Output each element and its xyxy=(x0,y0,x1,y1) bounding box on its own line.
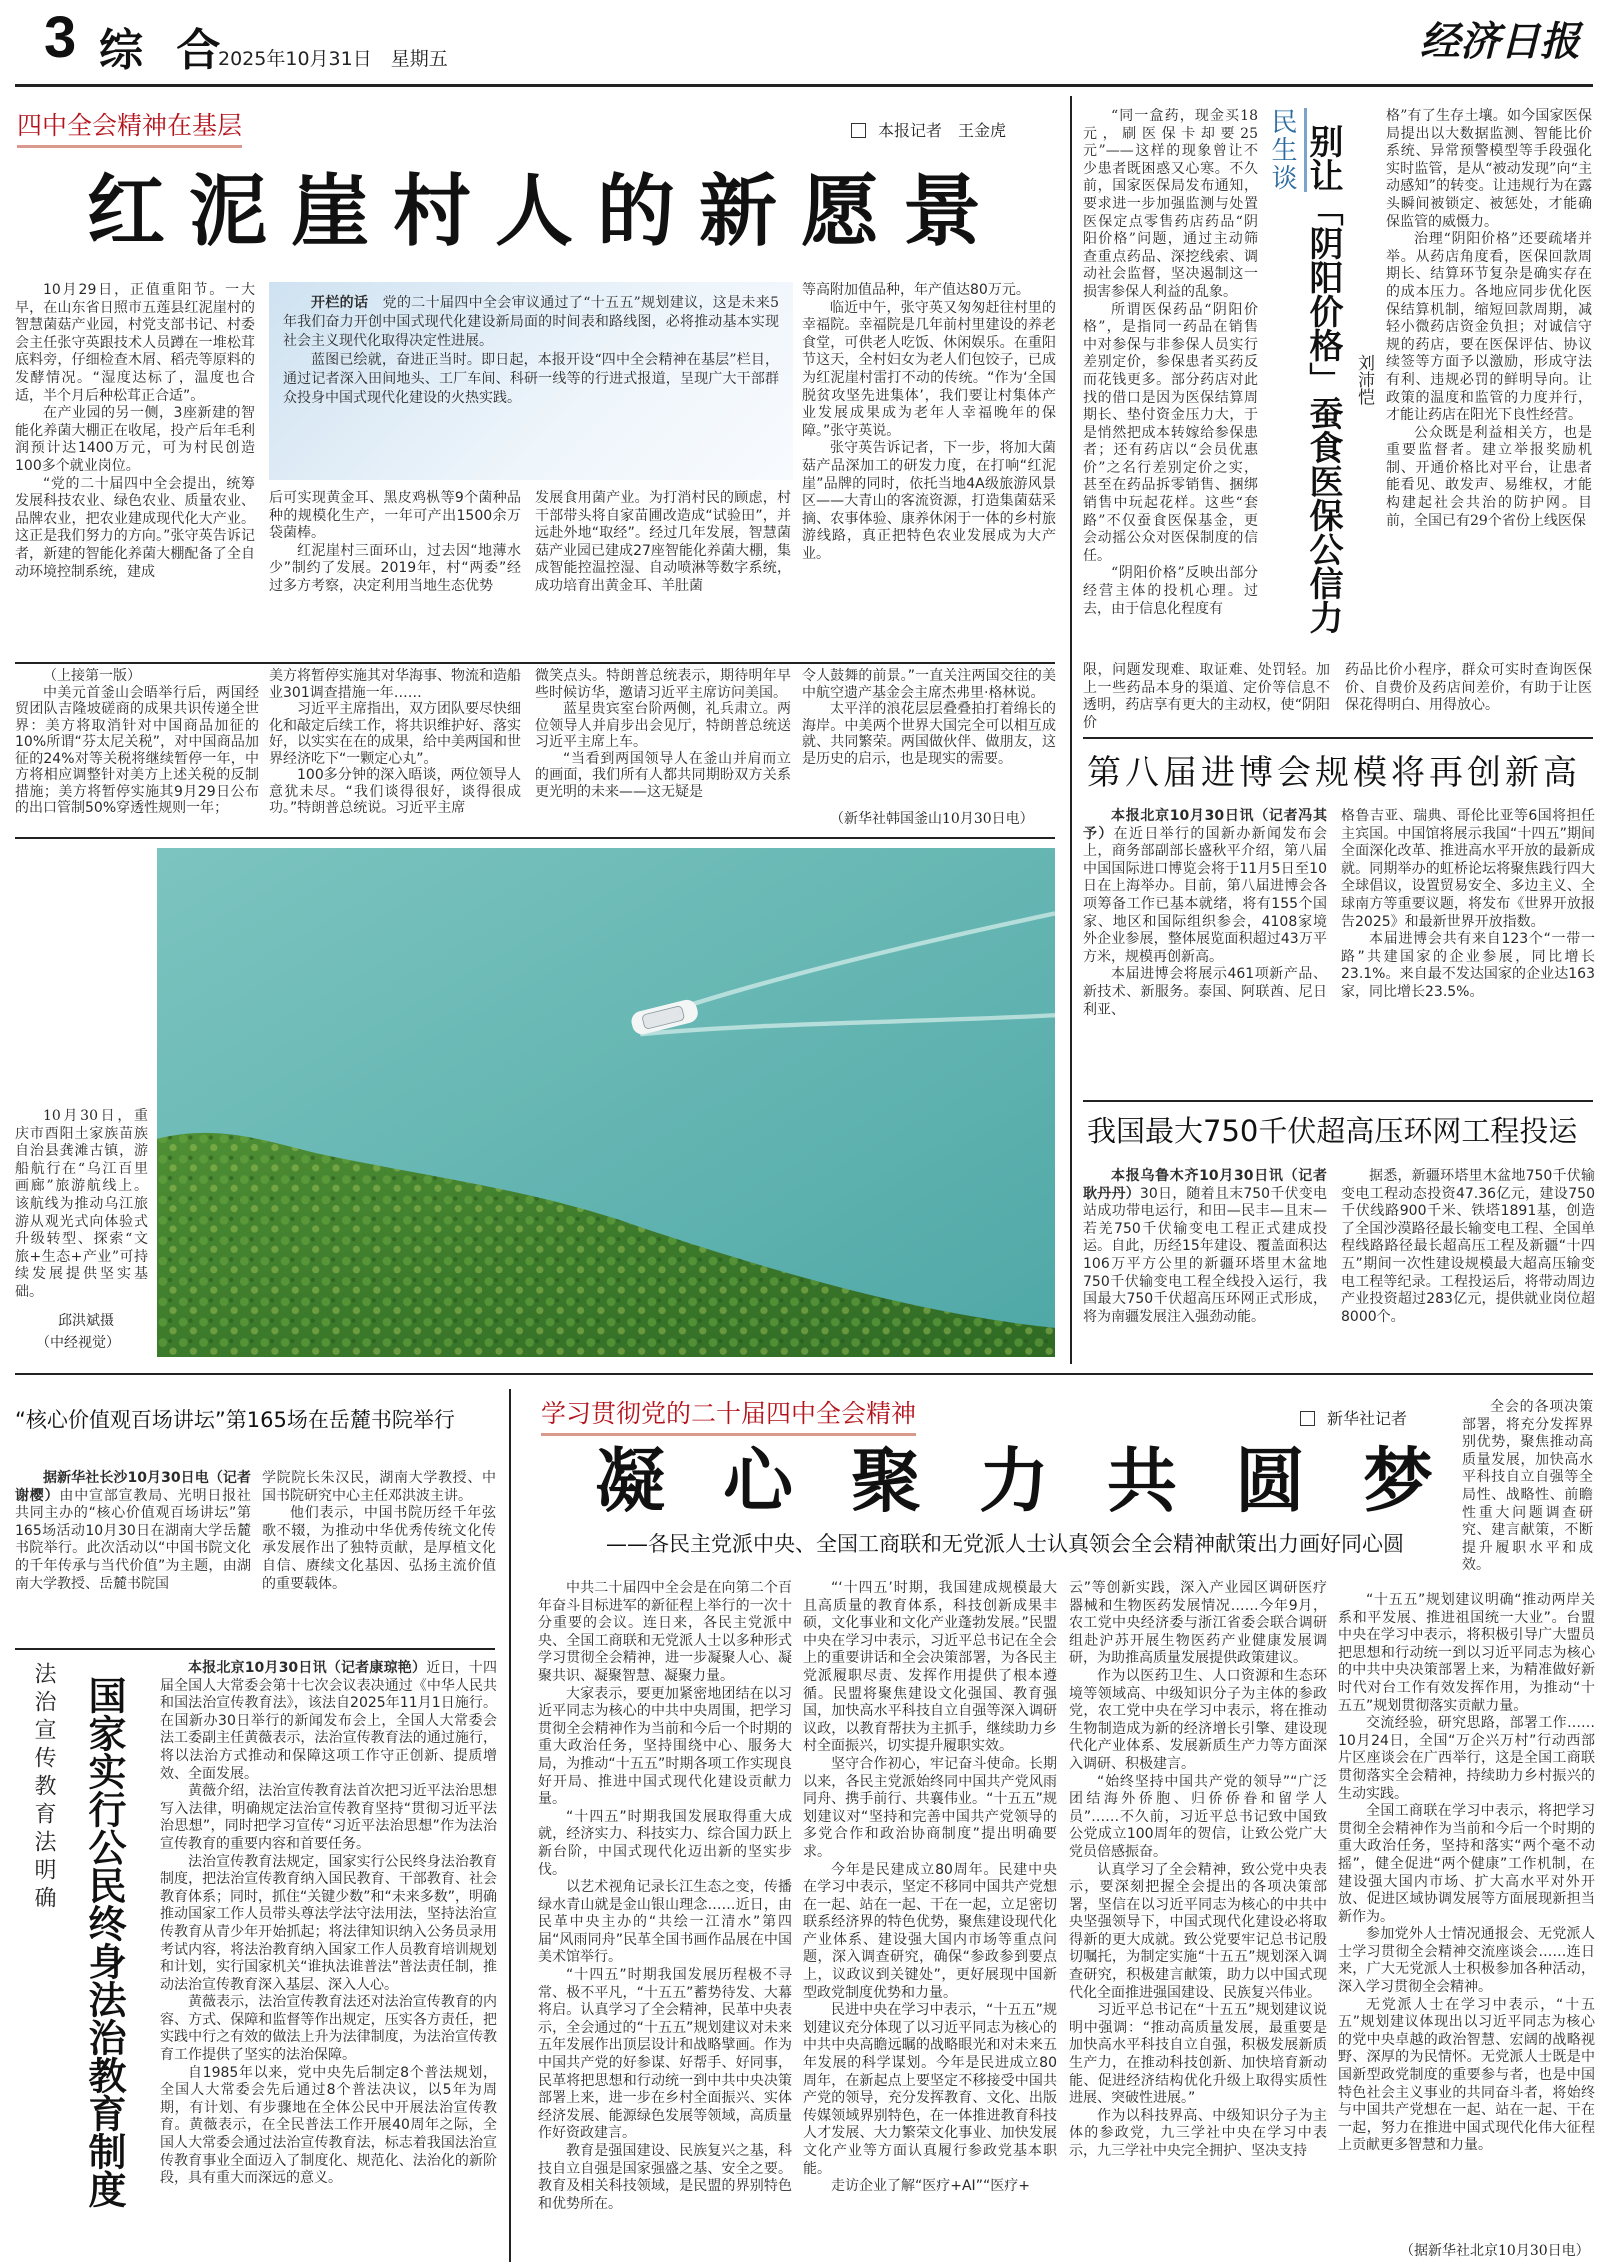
paragraph: “始终坚持中国共产党的领导”“广泛团结海外侨胞、归侨侨眷和留学人员”……不久前，习近平总书记致中国致公党成立100周年的贺信，让致公党广大党员倍感振奋。 xyxy=(1069,1773,1327,1860)
article-column xyxy=(269,490,521,596)
paragraph: 学院院长朱汉民，湖南大学教授、中国书院研究中心主任邓洪波主讲。 xyxy=(262,1470,496,1504)
article-column xyxy=(538,1580,792,2213)
plenum-headline: 凝心聚力共圆梦 xyxy=(595,1439,1491,1522)
article-column xyxy=(802,282,1056,564)
paragraph: “党的二十届四中全会提出，统筹发展科技农业、绿色农业、质量农业、品牌农业，把农业建成现代化大产业。这正是我们努力的方向。”张守英告诉记者，新建的智能化养菌大棚配备了全自动环境控制系统，建成 xyxy=(15,475,255,580)
column-divider xyxy=(509,1389,511,2262)
square-icon xyxy=(1300,1411,1315,1426)
article-column xyxy=(160,1660,497,2188)
column-tag: 学习贯彻党的二十届四中全会精神 xyxy=(541,1394,916,1436)
article-column xyxy=(802,668,1056,767)
article-column xyxy=(535,490,791,596)
paragraph: 在产业园的另一侧，3座新建的智能化养菌大棚正在收尾，投产后年毛利润预计达1400万元，可为村民创造100多个就业岗位。 xyxy=(15,405,255,474)
commentary-wrap xyxy=(1083,662,1330,732)
paragraph: 无党派人士在学习中表示，“十五五”规划建议体现出以习近平同志为核心的党中央卓越的政治智慧、宏阔的战略视野、深厚的为民情怀。无党派人士既是中国新型政党制度的重要参与者，也是中国特色社会主义事业的共同奋斗者，将始终与中国共产党想在一起、站在一起、干在一起，努力在推进中国式现代化伟大征程上贡献更多智慧和力量。 xyxy=(1338,1996,1595,2154)
paragraph: 交流经验，研究思路，部署工作……10月24日，全国“万企兴万村”行动西部片区座谈会在广西举行，这是全国工商联贯彻落实全会精神，持续助力乡村振兴的生动实践。 xyxy=(1338,1715,1595,1802)
paragraph: 等高附加值品种，年产值达80万元。 xyxy=(802,282,1030,298)
paragraph: 大家表示，要更加紧密地团结在以习近平同志为核心的中共中央周围，把学习贯彻全会精神作为当前和今后一个时期的重大政治任务，坚持围绕中心、服务大局，为推动“十五五”时期各项工作实现良好开局、推进中国式现代化建设贡献力量。 xyxy=(538,1685,792,1808)
paragraph: “‘十四五’时期，我国建成规模最大且高质量的教育体系，科技创新成果丰硕，文化事业和文化产业蓬勃发展。”民盟中央在学习中表示，习近平总书记在全会上的重要讲话和全会决策部署，为各民主党派履职尽责、发挥作用提供了根本遵循。民盟将聚焦建设文化强国、教育强国，加快高水平科技自立自强等深入调研议政，以教育帮扶为主抓手，继续助力乡村全面振兴，切实提升履职实效。 xyxy=(803,1580,1057,1755)
paragraph: 临近中午，张守英又匆匆赶往村里的幸福院。幸福院是几年前村里建设的养老食堂，可供老人吃饭、休闲娱乐。在重阳节这天，全村妇女为老人们包饺子，已成为红泥崖村雷打不动的传统。“作为‘全国脱贫攻坚先进集体’，我们要让村集体产业发展成果成为老年人幸福晚年的保障。”张守英说。 xyxy=(802,299,1056,439)
article-column xyxy=(15,282,255,581)
article-column xyxy=(1083,808,1327,1019)
article-column xyxy=(535,668,791,800)
intro-label: 开栏的话 xyxy=(311,295,369,311)
article-column xyxy=(803,1580,1057,2196)
lead-dateline: 据新华社长沙10月30日电（记者谢樱） xyxy=(15,1470,251,1504)
column-tag: 四中全会精神在基层 xyxy=(17,106,242,148)
paragraph: 格鲁吉亚、瑞典、哥伦比亚等6国将担任主宾国。中国馆将展示我国“十四五”期间全面深化改革、推进高水平开放的最新成就。同期举办的虹桥论坛将聚焦践行四大全球倡议，设置贸易安全、多边主义、全球南方等重要议题，将发布《世界开放报告2025》和最新世界开放指数。 xyxy=(1341,808,1595,930)
lead-dateline: 本报北京10月30日讯（记者冯其予） xyxy=(1083,808,1327,842)
law-kicker: 法治宣传教育法明确 xyxy=(31,1662,56,1914)
paragraph: 在近日举行的国新办新闻发布会上，商务部副部长盛秋平介绍，第八届中国国际进口博览会将于11月5日至10日在上海举办。目前，第八届进博会各项筹备工作已基本就绪，将有155个国家、地区和国际组织参会，4108家境外企业参展，整体展览面积超过43万平方米，规模再创新高。 xyxy=(1083,825,1328,965)
headline: 红泥崖村人的新愿景 xyxy=(87,167,1006,257)
paragraph: 今年是民建成立80周年。民建中央在学习中表示，坚定不移同中国共产党想在一起、站在一起、干在一起，立足密切联系经济界的特色优势，聚焦建设现代化产业体系、建设强大国内市场等重点问题，深入调查研究，确保“参政参到要点上，议政议到关键处”，更好展现中国新型政党制度优势和力量。 xyxy=(803,1861,1057,2001)
article-column xyxy=(1341,1168,1595,1326)
expo-headline: 第八届进博会规模将再创新高 xyxy=(1087,753,1581,793)
byline-text: 新华社记者 xyxy=(1327,1409,1408,1428)
divider xyxy=(15,662,1055,664)
divider xyxy=(1083,737,1593,739)
paragraph: 100多分钟的深入晤谈，两位领导人意犹未尽。“我们谈得很好，谈得很成功。”特朗普总统说。习近平主席 xyxy=(269,767,521,816)
divider xyxy=(15,837,1055,839)
paragraph: 黄薇介绍，法治宣传教育法首次把习近平法治思想写入法律，明确规定法治宣传教育坚持“贯彻习近平法治思想”，同时把学习宣传“习近平法治思想”作为法治宣传教育的重要内容和首要任务。 xyxy=(160,1783,497,1852)
article-column xyxy=(15,1470,251,1593)
paragraph: 微笑点头。特朗普总统表示，期待明年早些时候访华，邀请习近平主席访问美国。 xyxy=(535,668,791,701)
column-divider xyxy=(1070,96,1072,1364)
paragraph: 中共二十届四中全会是在向第二个百年奋斗目标进军的新征程上举行的一次十分重要的会议。连日来，各民主党派中央、全国工商联和无党派人士以多种形式学习贯彻全会精神，进一步凝聚人心、凝聚共识、凝聚智慧、凝聚力量。 xyxy=(538,1580,792,1684)
article-column xyxy=(15,668,259,817)
paragraph: 本届进博会将展示461项新产品、新技术、新服务。泰国、阿联酋、尼日利亚、 xyxy=(1083,966,1327,1018)
paragraph: 美方将暂停实施其对华海事、物流和造船业301调查措施一年…… xyxy=(269,668,521,701)
intro-text xyxy=(283,294,779,408)
paragraph: 限，问题发现难、取证难、处罚轻。加上一些药品本身的渠道、定价等信息不透明，药店享有更大的主动权，使“阴阳价 xyxy=(1083,662,1330,731)
river-photo xyxy=(157,848,1055,1357)
paragraph: 令人鼓舞的前景。”一直关注两国交往的美中航空遗产基金会主席杰弗里·格林说。 xyxy=(802,668,1056,701)
commentary-column xyxy=(1083,108,1258,618)
paragraph: 格”有了生存土壤。如今国家医保局提出以大数据监测、智能比价系统、异常预警模型等手段强化实时监管，是从“被动发现”向“主动感知”的转变。让违规行为在露头瞬间被锁定、被惩处，才能确保监管的威慑力。 xyxy=(1386,108,1592,230)
paragraph: 后可实现黄金耳、黑皮鸡枞等9个菌种品种的规模化生产，一年可产出1500余万袋菌棒。 xyxy=(269,490,521,542)
paragraph: 蓝星贵宾室台阶两侧，礼兵肃立。两位领导人并肩步出会见厅，特朗普总统送习近平主席上车。 xyxy=(535,701,791,750)
paragraph: 公众既是利益相关方，也是重要监督者。建立举报奖励机制、开通价格比对平台，让患者能看见、敢发声、易维权，才能构建起社会共治的防护网。目前，全国已有29个省份上线医保 xyxy=(1386,424,1592,529)
page-number: 3 xyxy=(44,5,77,70)
photo-source: （中经视觉） xyxy=(36,1335,120,1351)
paragraph: 中美元首釜山会晤举行后，两国经贸团队吉隆坡磋商的成果共识传递全世界：美方将取消针对中国商品加征的10%所谓“芬太尼关税”，对中国商品加征的24%对等关税将继续暂停一年，中方将相应调整针对美方上述关税的反制措施；美方将暂停实施其9月29日公布的出口管制50%穿透性规则一年； xyxy=(15,684,259,816)
paragraph: 太平洋的浪花层层叠叠拍打着绵长的海岸。中美两个世界大国完全可以相互成就、共同繁荣。两国做伙伴、做朋友，这是历史的启示，也是现实的需要。 xyxy=(802,701,1056,767)
paragraph: “十四五”时期我国发展历程极不寻常、极不平凡，“十五五”蓄势待发、大幕将启。认真学习了全会精神，民革中央表示，全会通过的“十五五”规划建议对未来五年发展作出顶层设计和战略擘画。作为中国共产党的好参谋、好帮手、好同事，民革将把思想和行动统一到中共中央决策部署上来，进一步在乡村全面振兴、实体经济发展、能源绿色发展等领域，高质量作好资政建言。 xyxy=(538,1967,792,2142)
paragraph: 云”等创新实践，深入产业园区调研医疗器械和生物医药发展情况……今年9月，农工党中央经济委与浙江省委会联合调研组赴沪苏开展生物医药产业健康发展调研，为助推高质量发展提供政策建议。 xyxy=(1069,1580,1327,1667)
article-column xyxy=(1083,1168,1327,1326)
masthead-logo: 经济日报 xyxy=(1420,18,1580,65)
commentary-title: 别让「阴阳价格」蚕食医保公信力 xyxy=(1303,124,1343,634)
intro-paragraph: 党的二十届四中全会审议通过了“十五五”规划建议，这是未来5年我们奋力开创中国式现代化建设新局面的时间表和路线图，必将推动基本实现社会主义现代化取得决定性进展。 xyxy=(283,295,779,349)
commentary-author: 刘沛恺 xyxy=(1354,354,1374,405)
paragraph: 参加党外人士情况通报会、无党派人士学习贯彻全会精神交流座谈会……连日来，广大无党派人士积极参加各种活动，深入学习贯彻全会精神。 xyxy=(1338,1926,1595,1996)
paragraph: 红泥崖村三面环山，过去因“地薄水少”制约了发展。2019年，村“两委”经过多方考察，决定利用当地生态优势 xyxy=(269,542,521,594)
lead-dateline: 本报乌鲁木齐10月30日讯（记者耿丹丹） xyxy=(1083,1168,1327,1202)
paragraph: “当看到两国领导人在釜山并肩而立的画面，我们所有人都共同期盼双方关系更光明的未来——这无疑是 xyxy=(535,750,791,800)
grid-headline: 我国最大750千伏超高压环网工程投运 xyxy=(1087,1114,1578,1148)
header-rule xyxy=(15,84,1593,87)
law-headline: 国家实行公民终身法治教育制度 xyxy=(82,1676,127,2208)
paragraph: 自1985年以来，党中央先后制定8个普法规划，全国人大常委会先后通过8个普法决议，以5年为周期，有计划、有步骤地在全体公民中开展法治宣传教育。黄薇表示，在全民普法工作开展40周年之际，全国人大常委会通过法治宣传教育法，标志着我国法治宣传教育事业全面迈入了制度化、规范化、法治化的新阶段，具有重大而深远的意义。 xyxy=(160,2064,497,2187)
photo-caption xyxy=(15,1108,148,1302)
paragraph: 教育是强国建设、民族复兴之基，科技自立自强是国家强盛之基、安全之要。教育及相关科技领域，是民盟的界别特色和优势所在。 xyxy=(538,2143,792,2212)
square-icon xyxy=(851,123,866,138)
article-column xyxy=(1462,1399,1593,1575)
paragraph: 走访企业了解“医疗+AI”“医疗+ xyxy=(831,2178,1030,2195)
paragraph: 全国工商联在学习中表示，将把学习贯彻全会精神作为当前和今后一个时期的重大政治任务，坚持和落实“两个毫不动摇”，健全促进“两个健康”工作机制，在建设强大国内市场、扩大高水平对外开放、促进区域协调发展等方面展现新担当新作为。 xyxy=(1338,1803,1595,1925)
divider xyxy=(15,1648,495,1650)
photo-credit: 邱洪斌摄 xyxy=(58,1313,114,1329)
paragraph: 30日，随着且末750千伏变电站成功带电运行，和田—民丰—且末—若羌750千伏输变电工程正式建成投运。自此，历经15年建设、覆盖面积达106万平方公里的新疆环塔里木盆地750千伏输变电工程全线投入运行，我国最大750千伏超高压环网正式形成，将为南疆发展注入强劲动能。 xyxy=(1083,1185,1327,1325)
paragraph: 近日，十四届全国人大常委会第十七次会议表决通过《中华人民共和国法治宣传教育法》，该法自2025年11月1日施行。在国新办30日举行的新闻发布会上，全国人大常委会法工委副主任黄薇表示，法治宣传教育法的通过施行，将以法治方式推动和保障这项工作守正创新、提质增效、全面发展。 xyxy=(160,1660,498,1782)
plenum-subtitle: ——各民主党派中央、全国工商联和无党派人士认真领会全会精神献策出力画好同心圆 xyxy=(606,1532,1404,1556)
paragraph: “十四五”时期我国发展取得重大成就，经济实力、科技实力、综合国力跃上新台阶，中国式现代化迈出新的坚实步伐。 xyxy=(538,1808,792,1878)
article-column xyxy=(262,1470,496,1593)
divider xyxy=(1083,1100,1593,1102)
paragraph: “阴阳价格”反映出部分经营主体的投机心理。过去，由于信息化程度有 xyxy=(1083,565,1258,617)
article-column xyxy=(269,668,521,817)
paragraph: 法治宣传教育法规定，国家实行公民终身法治教育制度，把法治宣传教育纳入国民教育、干部教育、社会教育体系；同时，抓住“关键少数”和“未来多数”，明确推动国家工作人员带头尊法学法守法用法，坚持法治宣传教育从青少年开始抓起；将法律知识纳入公务员录用考试内容，将法治教育纳入国家工作人员教育培训规划和计划，实行国家机关“谁执法谁普法”普法责任制，推动法治宣传教育深入基层、深入人心。 xyxy=(160,1853,498,1993)
byline xyxy=(1300,1406,1407,1429)
paragraph: 作为以科技界高、中级知识分子为主体的参政党，九三学社中央在学习中表示，九三学社中央完全拥护、坚决支持 xyxy=(1069,2107,1327,2159)
paragraph: 他们表示，中国书院历经千年弦歌不辍，为推动中华优秀传统文化传承发展作出了独特贡献，是厚植文化自信、赓续文化基因、弘扬主流价值的重要载体。 xyxy=(262,1505,496,1592)
article-column xyxy=(1338,1592,1595,2155)
paragraph: 以艺术视角记录长江生态之变，传播绿水青山就是金山银山理念……近日，由民革中央主办的“共绘一江清水”第四届“风雨同舟”民革全国书画作品展在中国美术馆举行。 xyxy=(538,1879,792,1966)
column-label: 民生谈 xyxy=(1264,108,1307,192)
paragraph: 坚守合作初心，牢记奋斗使命。长期以来，各民主党派始终同中国共产党风雨同舟、携手前行、共襄伟业。“十五五”规划建议对“坚持和完善中国共产党领导的多党合作和政治协商制度”提出明确要求。 xyxy=(803,1755,1057,1860)
paragraph: 黄薇表示，法治宣传教育法还对法治宣传教育的内容、方式、保障和监督等作出规定，压实各方责任，把实践中行之有效的做法上升为法律制度，为法治宣传教育工作提供了坚实的法治保障。 xyxy=(160,1994,497,2064)
paragraph: 药品比价小程序，群众可实时查询医保价、自费价及药店间差价，有助于让医保花得明白、用得放心。 xyxy=(1345,662,1592,714)
paragraph: 治理“阴阳价格”还要疏堵并举。从药店角度看，医保回款周期长、结算环节复杂是确实存在的成本压力。各地应同步优化医保结算机制，缩短回款周期，减轻小微药店资金负担；对诚信守规的药店，要在医保评估、协议续签等方面予以激励，形成守法有利、违规必罚的鲜明导向。让政策的温度和监管的力度并行，才能让药店在阳光下良性经营。 xyxy=(1386,231,1592,424)
commentary-column xyxy=(1386,108,1592,530)
intro-paragraph: 蓝图已绘就，奋进正当时。即日起，本报开设“四中全会精神在基层”栏目，通过记者深入田间地头、工厂车间、科研一线等的行进式报道，呈现广大干部群众投身中国式现代化建设的火热实践。 xyxy=(283,352,779,406)
paragraph: （上接第一版） xyxy=(43,668,141,684)
paragraph: 习近平总书记在“十五五”规划建议说明中强调：“推动高质量发展，最重要是加快高水平科技自立自强，积极发展新质生产力，在推动科技创新、加快培育新动能、促进经济结构优化升级上取得实质性进展、突破性进展。” xyxy=(1069,2002,1327,2107)
article-column xyxy=(1341,808,1595,1002)
paragraph: 发展食用菌产业。为打消村民的顾虑，村干部带头将自家苗圃改造成“试验田”，并远赴外地“取经”。经过几年发展，智慧菌菇产业园已建成27座智能化养菌大棚，集成智能控温控湿、自动喷淋等数字系统，成功培育出黄金耳、羊肚菌 xyxy=(535,490,791,594)
paragraph: 由中宣部宣教局、光明日报社共同主办的“核心价值观百场讲坛”第165场活动10月30日在湖南大学岳麓书院举行。此次活动以“中国书院文化的千年传承与当代价值”为主题，由湖南大学教授、岳麓书院国 xyxy=(15,1487,252,1592)
paragraph: “同一盒药，现金买18元，刷医保卡却要25元”——这样的现象曾让不少患者既困惑又心寒。不久前，国家医保局发布通知，要求进一步加强监测与处置医保定点零售药店药品“阴阳价格”问题，通过主动筛查重点药品、深挖线索、调动社会监督，坚决遏制这一损害参保人利益的乱象。 xyxy=(1083,108,1258,300)
paragraph: 所谓医保药品“阴阳价格”，是指同一药品在销售中对参保与非参保人员实行差别定价，参保患者买药反而花钱更多。部分药店对此找的借口是因为医保结算周期长、垫付资金压力大，于是悄然把成本转嫁给参保患者；还有药店以“会员优惠价”之名行差别定价之实，甚至在药品拆零销售、捆绑销售中玩起花样。这些“套路”不仅蚕食医保基金，更会动摇公众对医保制度的信任。 xyxy=(1083,301,1258,564)
dateline: （新华社韩国釜山10月30日电） xyxy=(830,811,1034,827)
caption-text: 10月30日，重庆市酉阳土家族苗族自治县龚滩古镇，游船航行在“乌江百里画廊”旅游航线上。该航线为推动乌江旅游从观光式向体验式升级转型、探索“文旅+生态+产业”可持续发展提供坚实基础。 xyxy=(15,1108,148,1300)
paragraph: 习近平主席指出，双方团队要尽快细化和敲定后续工作，将共识维护好、落实好，以实实在在的成果，给中美两国和世界经济吃下“一颗定心丸”。 xyxy=(269,701,521,767)
section-divider xyxy=(15,1373,1593,1375)
paragraph: 本届进博会共有来自123个“一带一路”共建国家的企业参展，同比增长23.1%。来自最不发达国家的企业达163家，同比增长23.5%。 xyxy=(1341,931,1595,1000)
section-name: 综 合 xyxy=(99,25,230,76)
commentary-wrap xyxy=(1345,662,1592,715)
paragraph: 作为以医药卫生、人口资源和生态环境等领域高、中级知识分子为主体的参政党，农工党中央在学习中表示，将在推动生物制造成为新的经济增长引擎、建设现代化产业体系、发展新质生产力等方面深入调研、积极建言。 xyxy=(1069,1667,1327,1772)
intro-box xyxy=(269,282,793,480)
paragraph: 认真学习了全会精神，致公党中央表示，要深刻把握全会提出的各项决策部署，坚信在以习近平同志为核心的中共中央坚强领导下，中国式现代化建设必将取得新的更大成就。致公党要牢记总书记殷切嘱托，为制定实施“十五五”规划深入调查研究，积极建言献策，助力以中国式现代化全面推进强国建设、民族复兴伟业。 xyxy=(1069,1861,1327,2001)
article-column xyxy=(1069,1580,1327,2161)
paragraph: 张守英告诉记者，下一步，将加大菌菇产品深加工的研发力度，在打响“红泥崖”品牌的同时，依托当地4A级旅游风景区——大青山的客流资源，打造集菌菇采摘、农事体验、康养休闲于一体的乡村旅游线路，真正把特色农业发展成为大产业。 xyxy=(802,440,1056,562)
paragraph: 全会的各项决策部署，将充分发挥界别优势，聚焦推动高质量发展，加快高水平科技自立自强等全局性、战略性、前瞻性重大问题调查研究、建言献策，不断提升履职水平和成效。 xyxy=(1462,1399,1593,1574)
forum-headline: “核心价值观百场讲坛”第165场在岳麓书院举行 xyxy=(15,1408,455,1432)
byline-text: 本报记者 王金虎 xyxy=(878,121,1007,140)
lead-dateline: 本报北京10月30日讯（记者康琼艳） xyxy=(188,1660,427,1676)
paragraph: 民进中央在学习中表示，“十五五”规划建议充分体现了以习近平同志为核心的中共中央高瞻远瞩的战略眼光和对未来五年发展的科学谋划。今年是民进成立80周年，在新起点上要坚定不移接受中国共产党的领导，充分发挥教育、文化、出版传媒领域界别特色，在一体推进教育科技人才发展、大力繁荣文化事业、加快发展文化产业等方面认真履行参政党基本职能。 xyxy=(803,2002,1057,2177)
paragraph: 据悉，新疆环塔里木盆地750千伏输变电工程动态投资47.36亿元，建设750千伏线路900千米、铁塔1891基，创造了全国沙漠路径最长输变电工程、全国单程线路路径最长超高压工程及新疆“十四五”期间一次性建设规模最大超高压输变电工程等纪录。工程投运后，将带动周边产业投资超过283亿元，提供就业岗位超8000个。 xyxy=(1341,1168,1595,1325)
paragraph: “十五五”规划建议明确“推动两岸关系和平发展、推进祖国统一大业”。台盟中央在学习中表示，将积极引导广大盟员把思想和行动统一到以习近平同志为核心的中共中央决策部署上来，为精准做好新时代对台工作有效发挥作用，为推动“十五五”规划贯彻落实贡献力量。 xyxy=(1338,1592,1595,1714)
issue-date: 2025年10月31日 星期五 xyxy=(218,48,448,70)
paragraph: 10月29日，正值重阳节。一大早，在山东省日照市五莲县红泥崖村的智慧菌菇产业园，村党支部书记、村委会主任张守英跟技术人员蹲在一堆松茸底料旁，仔细检查木屑、稻壳等原料的发酵情况。“湿度达标了，温度也合适，半个月后种松茸正合适”。 xyxy=(15,282,255,404)
dateline: （据新华社北京10月30日电） xyxy=(1400,2243,1590,2259)
byline xyxy=(851,118,1006,141)
